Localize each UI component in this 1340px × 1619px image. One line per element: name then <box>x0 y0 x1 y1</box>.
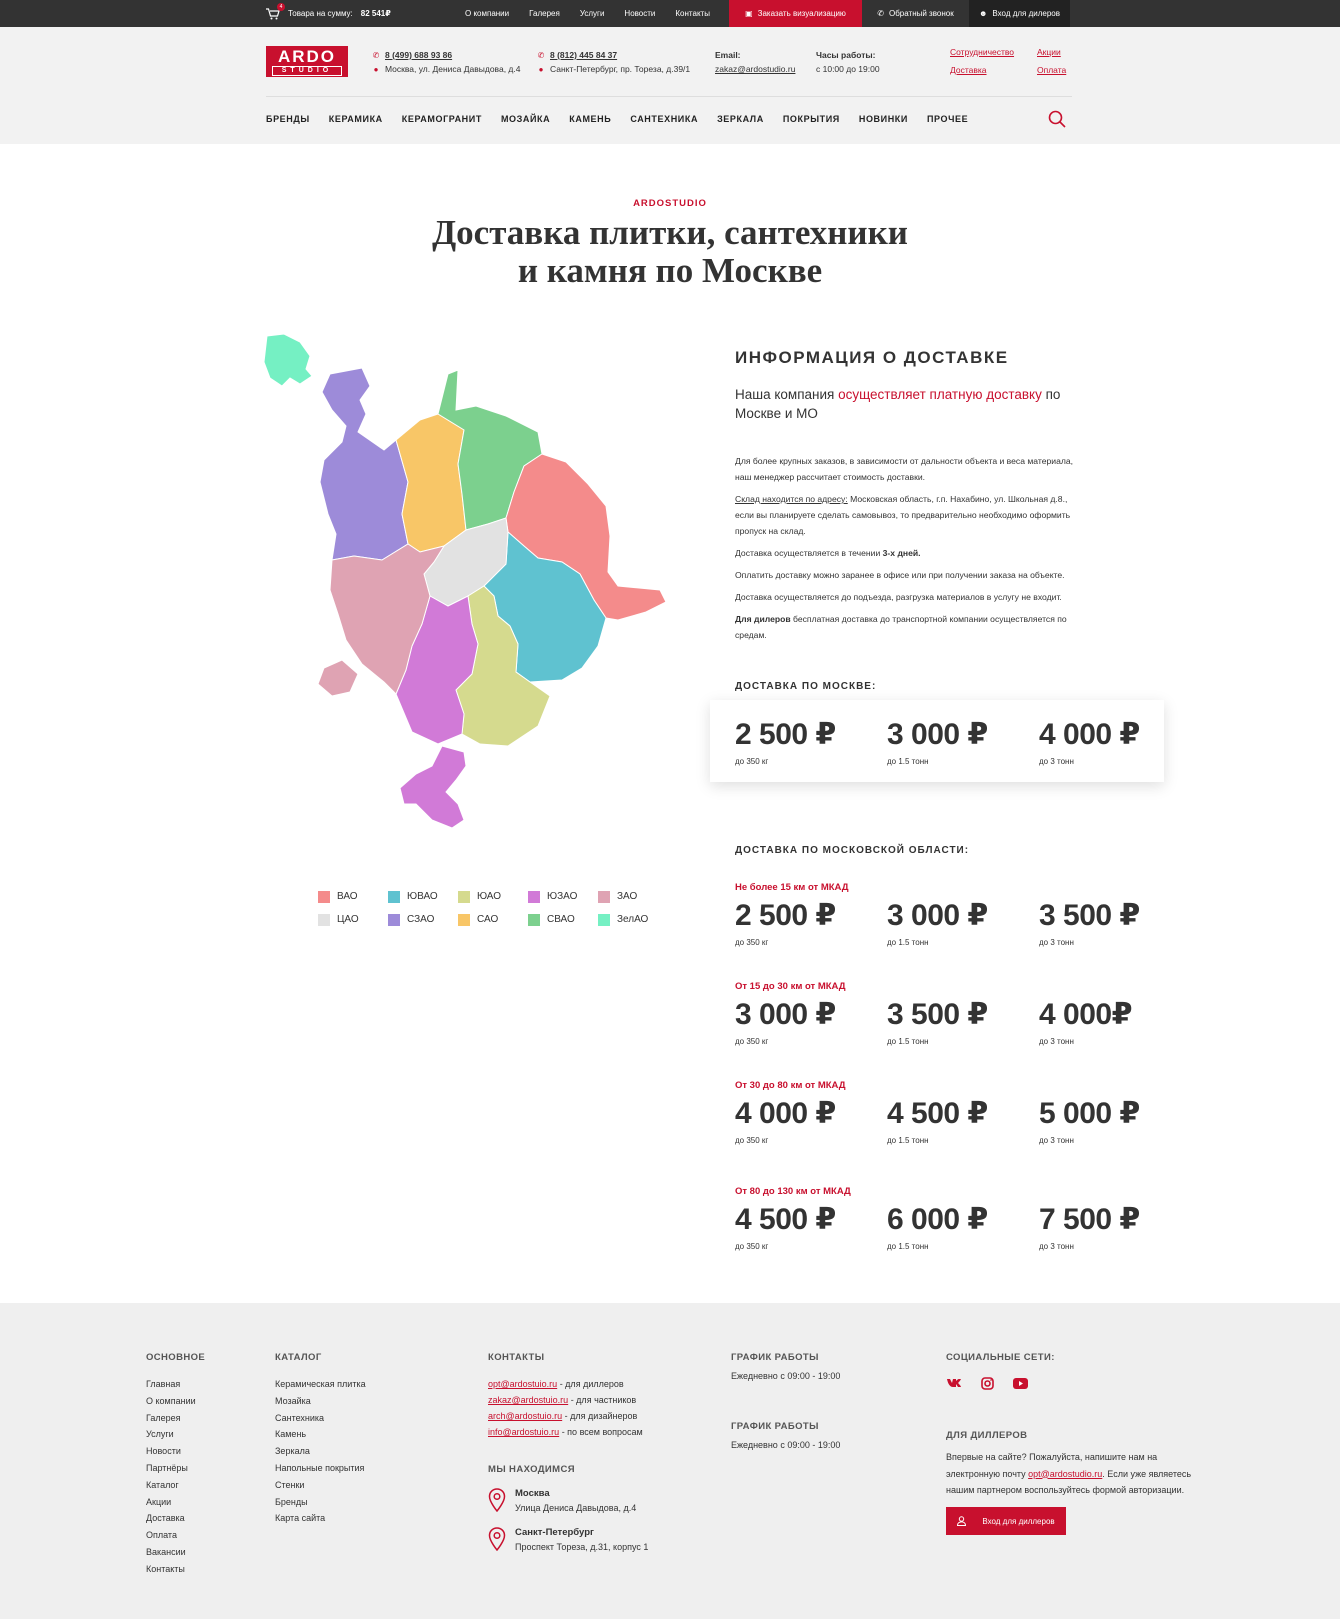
price-item <box>1039 900 1191 947</box>
zone-prices <box>735 1204 1191 1251</box>
nav-new[interactable]: НОВИНКИ <box>858 114 908 124</box>
page-title-line1: Доставка плитки, сантехники <box>432 213 908 252</box>
footer-catalog-heading: КАТАЛОГ <box>275 1352 322 1363</box>
price-value: 7 500 ₽ <box>1039 1203 1140 1236</box>
footer-schedule-heading: ГРАФИК РАБОТЫ <box>731 1421 819 1432</box>
page-eyebrow: ARDOSTUDIO <box>633 198 707 209</box>
footer-social-column <box>946 1352 1196 1499</box>
price-value: 4 000₽ <box>1039 998 1132 1031</box>
footer-main-column <box>146 1352 205 1578</box>
email-label: Email: <box>715 50 741 60</box>
price-weight: до 3 тонн <box>1039 1242 1074 1251</box>
price-value: 3 000 ₽ <box>735 998 836 1031</box>
zone-range: От 80 до 130 км от МКАД <box>735 1186 851 1197</box>
legend-item[interactable] <box>318 913 388 926</box>
price-value: 4 500 ₽ <box>735 1203 836 1236</box>
instagram-icon[interactable] <box>979 1376 996 1390</box>
footer-catalog-link[interactable]: Керамическая плитка <box>275 1379 366 1389</box>
dealers-email-link[interactable]: opt@ardostudio.ru <box>1028 1468 1103 1479</box>
legend-swatch-yuvao <box>388 891 400 903</box>
price-value: 4 000 ₽ <box>1039 718 1140 751</box>
top-bar <box>0 0 1340 27</box>
map-district-szao <box>320 368 408 560</box>
nav-plumbing[interactable]: САНТЕХНИКА <box>630 114 699 124</box>
header-divider <box>266 96 1072 97</box>
price-value: 2 500 ₽ <box>735 899 836 932</box>
top-nav <box>465 0 710 27</box>
price-weight: до 350 кг <box>735 757 769 766</box>
footer-location-heading: МЫ НАХОДИМСЯ <box>488 1464 575 1475</box>
cart-sum-label: Товара на сумму: <box>288 9 353 18</box>
top-nav-news[interactable]: Новости <box>624 9 656 18</box>
footer-email-note: - для частников <box>568 1395 637 1405</box>
price-value: 3 500 ₽ <box>1039 899 1140 932</box>
legend-label: ЮЗАО <box>547 891 578 902</box>
price-weight: до 1.5 тонн <box>887 1242 929 1251</box>
info-paragraph: Доставка осуществляется до подъезда, разгрузка материалов в услугу не входит. <box>735 592 1062 602</box>
nav-ceramics[interactable]: КЕРАМИКА <box>328 114 383 124</box>
order-visualization-button[interactable] <box>729 0 862 27</box>
footer-catalog-link[interactable]: Бренды <box>275 1496 308 1507</box>
legend-item[interactable] <box>458 890 528 903</box>
footer-link[interactable]: Главная <box>146 1379 181 1389</box>
nav-porcelain[interactable]: КЕРАМОГРАНИТ <box>401 114 482 124</box>
legend-swatch-yuzao <box>528 891 540 903</box>
legend-swatch-vao <box>318 891 330 903</box>
map-pin-icon <box>488 1527 506 1551</box>
footer-link[interactable]: Доставка <box>146 1513 185 1524</box>
price-item <box>887 1204 1039 1251</box>
footer-email-note: - для дизайнеров <box>562 1411 638 1421</box>
map-pin-icon <box>488 1488 506 1512</box>
footer-link[interactable]: Акции <box>146 1496 172 1507</box>
price-value: 3 000 ₽ <box>887 899 988 932</box>
info-paragraph <box>735 491 1080 539</box>
delivery-time-text: Доставка осуществляется в течении <box>735 548 883 558</box>
legend-item[interactable] <box>388 890 458 903</box>
price-item <box>1039 999 1191 1046</box>
footer-email-link[interactable]: arch@ardostuio.ru <box>488 1411 563 1421</box>
lead-text-end: по Москве и МО <box>735 387 1061 421</box>
footer-schedule-text: Ежедневно с 09:00 - 19:00 <box>731 1371 841 1381</box>
footer-email-row <box>488 1424 688 1440</box>
top-nav-services[interactable]: Услуги <box>579 9 605 18</box>
price-weight: до 350 кг <box>735 1136 769 1145</box>
cart-icon[interactable] <box>266 3 283 20</box>
warehouse-label: Склад находится по адресу: <box>735 494 848 504</box>
price-weight: до 3 тонн <box>1039 757 1074 766</box>
callback-label: Обратный звонок <box>889 9 954 18</box>
price-item <box>1039 1204 1191 1251</box>
price-value: 3 000 ₽ <box>887 718 988 751</box>
cube-icon: ▣ <box>745 9 753 18</box>
footer-location <box>488 1488 688 1513</box>
address-moscow: Москва, ул. Дениса Давыдова, д.4 <box>385 64 521 74</box>
nav-coatings[interactable]: ПОКРЫТИЯ <box>782 114 840 124</box>
cart-sum-value: 82 541₽ <box>360 9 391 18</box>
footer-dealers-heading: ДЛЯ ДИЛЛЕРОВ <box>946 1430 1028 1441</box>
nav-other[interactable]: ПРОЧЕЕ <box>926 114 969 124</box>
nav-brands[interactable]: БРЕНДЫ <box>266 114 310 124</box>
price-item <box>887 999 1039 1046</box>
youtube-icon[interactable] <box>1012 1376 1029 1390</box>
phone-icon: ✆ <box>537 50 545 60</box>
social-links <box>946 1376 1196 1390</box>
price-item <box>735 1204 887 1251</box>
price-value: 5 000 ₽ <box>1039 1097 1140 1130</box>
legend-label: ВАО <box>337 891 358 902</box>
price-value: 6 000 ₽ <box>887 1203 988 1236</box>
legend-swatch-szao <box>388 914 400 926</box>
link-payment[interactable]: Оплата <box>1037 65 1067 75</box>
footer-email-note: - для диллеров <box>557 1379 624 1389</box>
legend-item[interactable] <box>458 913 528 926</box>
price-value: 4 000 ₽ <box>735 1097 836 1130</box>
site-header <box>0 27 1340 144</box>
link-cooperation[interactable]: Сотрудничество <box>950 47 1015 57</box>
location-address: Улица Дениса Давыдова, д.4 <box>515 1503 637 1513</box>
top-nav-contacts[interactable]: Контакты <box>675 9 710 18</box>
region-delivery-heading: ДОСТАВКА ПО МОСКОВСКОЙ ОБЛАСТИ: <box>735 845 970 856</box>
location-city: Москва <box>515 1488 550 1499</box>
dealers-text-start: Впервые на сайте? Пожалуйста, напишите нам на электронную почту <box>946 1452 1158 1479</box>
price-item <box>1039 1098 1191 1145</box>
price-weight: до 3 тонн <box>1039 938 1074 947</box>
contact-spb <box>537 48 690 76</box>
footer-link[interactable]: Каталог <box>146 1479 179 1490</box>
moscow-prices <box>735 719 1191 766</box>
footer-schedule-text: Ежедневно с 09:00 - 19:00 <box>731 1440 841 1450</box>
search-icon[interactable] <box>1048 110 1066 128</box>
footer-email-link[interactable]: zakaz@ardostuio.ru <box>488 1395 569 1405</box>
footer-email-row <box>488 1408 688 1424</box>
legend-swatch-yuao <box>458 891 470 903</box>
top-nav-gallery[interactable]: Галерея <box>529 9 560 18</box>
price-weight: до 350 кг <box>735 938 769 947</box>
legend-item[interactable] <box>528 913 598 926</box>
footer-link[interactable]: Контакты <box>146 1563 185 1574</box>
delivery-lead <box>735 385 1080 423</box>
price-item <box>735 719 887 766</box>
location-city: Санкт-Петербург <box>515 1527 594 1538</box>
price-weight: до 3 тонн <box>1039 1136 1074 1145</box>
delivery-paragraphs <box>735 453 1080 643</box>
hours-label: Часы работы: <box>816 50 876 60</box>
footer-link[interactable]: Вакансии <box>146 1546 186 1557</box>
phone-moscow[interactable]: 8 (499) 688 93 86 <box>385 50 453 60</box>
zone-prices <box>735 900 1191 947</box>
price-item <box>735 900 887 947</box>
legend-label: ЗАО <box>617 891 638 902</box>
user-icon <box>957 1516 966 1526</box>
price-value: 3 500 ₽ <box>887 998 988 1031</box>
phone-icon: ✆ <box>877 9 884 18</box>
order-visualization-label: Заказать визуализацию <box>757 9 846 18</box>
delivery-info-heading: ИНФОРМАЦИЯ О ДОСТАВКЕ <box>735 348 1009 367</box>
zone-range: От 15 до 30 км от МКАД <box>735 981 846 992</box>
contact-email <box>715 48 795 76</box>
legend-swatch-sao <box>458 914 470 926</box>
footer-dealer-login-button[interactable] <box>946 1507 1066 1535</box>
dealers-label: Для дилеров <box>735 614 791 624</box>
price-item <box>1039 719 1191 766</box>
map-district-yuzao-south <box>400 746 466 828</box>
info-paragraph <box>735 611 1080 643</box>
footer-contacts-heading: КОНТАКТЫ <box>488 1352 545 1363</box>
warehouse-text: Московская область, г.п. Нахабино, ул. Школьная д.8., если вы планируете сделать самовывоз, то предварительно необходимо оформить пропуск на склад. <box>735 494 1071 536</box>
nav-mirrors[interactable]: ЗЕРКАЛА <box>717 114 764 124</box>
footer-email-link[interactable]: opt@ardostuio.ru <box>488 1379 558 1389</box>
dealer-login-label: Вход для дилеров <box>992 9 1061 18</box>
working-hours <box>816 48 880 76</box>
footer-catalog-link[interactable]: Стенки <box>275 1479 305 1490</box>
main-nav <box>266 109 968 129</box>
moscow-delivery-heading: ДОСТАВКА ПО МОСКВЕ: <box>735 681 877 692</box>
zone-prices <box>735 999 1191 1046</box>
map-pin-icon: ● <box>538 64 544 74</box>
info-paragraph: Оплатить доставку можно заранее в офисе или при получении заказа на объекте. <box>735 570 1065 580</box>
lead-text: Наша компания <box>735 387 839 402</box>
price-item <box>735 999 887 1046</box>
user-icon: ☻ <box>978 9 988 18</box>
price-weight: до 1.5 тонн <box>887 1037 929 1046</box>
legend-swatch-tsao <box>318 914 330 926</box>
footer-social-heading: СОЦИАЛЬНЫЕ СЕТИ: <box>946 1352 1055 1363</box>
price-value: 4 500 ₽ <box>887 1097 988 1130</box>
legend-item[interactable] <box>388 913 458 926</box>
logo-bottom-text: STUDIO <box>272 66 342 76</box>
nav-stone[interactable]: КАМЕНЬ <box>569 114 612 124</box>
vk-icon[interactable] <box>946 1376 963 1390</box>
zone-range: Не более 15 км от МКАД <box>735 882 849 893</box>
map-district-zao-west <box>318 660 358 696</box>
footer-contacts-column <box>488 1352 688 1566</box>
phone-icon: ✆ <box>372 50 380 60</box>
legend-item[interactable] <box>528 890 598 903</box>
map-district-zelao <box>264 334 312 386</box>
price-weight: до 1.5 тонн <box>887 938 929 947</box>
top-nav-about[interactable]: О компании <box>465 9 510 18</box>
legend-swatch-svao <box>528 914 540 926</box>
zone-range: От 30 до 80 км от МКАД <box>735 1080 846 1091</box>
price-weight: до 1.5 тонн <box>887 757 929 766</box>
legend-swatch-zelao <box>598 914 610 926</box>
cart-count-badge: 4 <box>277 3 285 11</box>
price-weight: до 3 тонн <box>1039 1037 1074 1046</box>
dealer-login-button[interactable] <box>969 0 1070 27</box>
moscow-districts-map[interactable] <box>262 334 692 850</box>
footer-schedule-heading: ГРАФИК РАБОТЫ <box>731 1352 819 1363</box>
hours-value: с 10:00 до 19:00 <box>816 64 880 74</box>
price-weight: до 350 кг <box>735 1037 769 1046</box>
delivery-info <box>735 348 1080 649</box>
info-paragraph: Для более крупных заказов, в зависимости от дальности объекта и веса материала, наш менеджер рассчитает стоимость доставки. <box>735 456 1074 482</box>
legend-item[interactable] <box>318 890 388 903</box>
legend-label: ЗелАО <box>617 914 649 925</box>
footer-catalog-link[interactable]: Карта сайта <box>275 1513 326 1524</box>
footer-main-heading: ОСНОВНОЕ <box>146 1352 206 1363</box>
legend-swatch-zao <box>598 891 610 903</box>
map-legend <box>318 890 688 926</box>
lead-highlight: осуществляет платную доставку <box>838 387 1042 402</box>
legend-label: ЮВАО <box>407 891 438 902</box>
link-delivery[interactable]: Доставка <box>950 65 987 75</box>
location-address: Проспект Тореза, д.31, корпус 1 <box>515 1542 649 1552</box>
footer-email-row <box>488 1376 688 1392</box>
email-link[interactable]: zakaz@ardostudio.ru <box>715 64 796 74</box>
logo-top-text: ARDO <box>277 47 337 66</box>
nav-mosaic[interactable]: МОЗАЙКА <box>500 114 551 124</box>
footer-link[interactable]: Услуги <box>146 1429 174 1440</box>
page-title <box>370 214 970 290</box>
dealers-text: бесплатная доставка до транспортной компании осуществляется по средам. <box>735 614 1067 640</box>
price-item <box>735 1098 887 1145</box>
footer-catalog-link[interactable]: Камень <box>275 1429 307 1440</box>
callback-button[interactable] <box>862 0 969 27</box>
footer-catalog-link[interactable]: Зеркала <box>275 1446 310 1457</box>
phone-spb[interactable]: 8 (812) 445 84 37 <box>550 50 618 60</box>
link-promotions[interactable]: Акции <box>1037 47 1061 57</box>
footer-catalog-link[interactable]: Мозайка <box>275 1395 311 1406</box>
footer-link[interactable]: Партнёры <box>146 1462 188 1473</box>
page-title-line2: и камня по Москве <box>517 251 823 290</box>
dealers-text-end: . Если уже являетесь нашим партнером воспользуйтесь формой авторизации. <box>946 1468 1192 1495</box>
price-weight: до 350 кг <box>735 1242 769 1251</box>
price-item <box>887 1098 1039 1145</box>
price-item <box>887 900 1039 947</box>
footer-catalog-link[interactable]: Сантехника <box>275 1412 325 1423</box>
delivery-time-value: 3-х дней. <box>882 548 921 558</box>
footer-email-link[interactable]: info@ardostuio.ru <box>488 1427 560 1437</box>
footer-email-row <box>488 1392 688 1408</box>
legend-label: ЦАО <box>337 914 359 925</box>
cart-summary[interactable] <box>266 0 391 27</box>
footer-link[interactable]: Новости <box>146 1446 181 1457</box>
legend-label: СЗАО <box>407 914 435 925</box>
footer-link[interactable]: Оплата <box>146 1530 177 1541</box>
footer-dealer-login-label: Вход для диллеров <box>982 1516 1055 1526</box>
footer-catalog-column <box>275 1352 366 1527</box>
footer-dealers-text <box>946 1449 1196 1499</box>
legend-item[interactable] <box>598 890 668 903</box>
map-pin-icon: ● <box>373 64 379 74</box>
contact-moscow <box>372 48 520 76</box>
footer-link[interactable]: О компании <box>146 1395 196 1406</box>
footer-link[interactable]: Галерея <box>146 1412 181 1423</box>
footer-catalog-link[interactable]: Напольные покрытия <box>275 1462 365 1473</box>
price-item <box>887 719 1039 766</box>
footer-email-note: - по всем вопросам <box>559 1427 643 1437</box>
zone-prices <box>735 1098 1191 1145</box>
footer-location <box>488 1527 688 1552</box>
legend-label: ЮАО <box>477 891 501 902</box>
logo[interactable] <box>266 46 348 77</box>
legend-label: САО <box>477 914 499 925</box>
price-weight: до 1.5 тонн <box>887 1136 929 1145</box>
info-paragraph <box>735 545 1080 561</box>
legend-label: СВАО <box>547 914 575 925</box>
address-spb: Санкт-Петербург, пр. Тореза, д.39/1 <box>550 64 691 74</box>
legend-item[interactable] <box>598 913 668 926</box>
footer-schedule-column <box>731 1352 840 1450</box>
price-value: 2 500 ₽ <box>735 718 836 751</box>
